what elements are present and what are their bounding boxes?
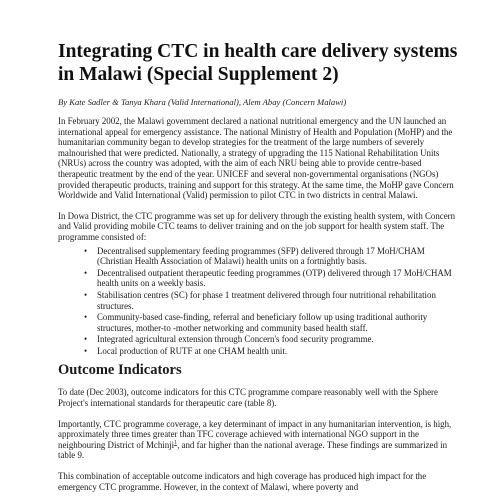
article-title: Integrating CTC in health care delivery systems in Malawi (Special Supplement 2): [58, 41, 458, 85]
bullet-icon: •: [84, 345, 88, 356]
list-item: • Decentralised supplementary feeding programmes (SFP) delivered through 17 MoH/CHAM (Christian Health Association of Malawi) health units on a fortnightly basis.: [84, 245, 425, 267]
document-page: [58, 40, 458, 502]
list-item: • Decentralised outpatient therapeutic feeding programmes (OTP) delivered through 17 MoH/CHAM health units on a weekly basis.: [84, 267, 452, 289]
bullet-icon: •: [84, 334, 88, 345]
programme-components-list: [58, 246, 458, 357]
outcome-paragraph-3: This combination of acceptable outcome indicators and high coverage has produced high impact for the emergency CTC programme. However, in the context of Malawi, where poverty and: [58, 471, 427, 492]
outcome-indicators-heading: Outcome Indicators: [58, 362, 182, 379]
bullet-icon: •: [84, 267, 88, 278]
list-item: • Integrated agricultural extension through Concern's food security programme.: [84, 334, 374, 345]
intro-paragraph: In February 2002, the Malawi government declared a national nutritional emergency and the UN launched an international appeal for emergency assistance. The national Ministry of Health and Population (MoHP) and the humanitarian community began to develop strategies for the treatment of the large numbers of severely malnourished that were predicted. Nationally, a strategy of upgrading the 115 National Rehabilitation Units (NRUs) across the country was adopted, with the aim of each NRU being able to provide centre-based therapeutic treatment by the end of the year. UNICEF and several non-governmental organisations (NGOs) provided therapeutic products, training and support for this strategy. At the same time, the MoHP gave Concern Worldwide and Valid International (Valid) permission to pilot CTC in two districts in central Malawi.: [58, 116, 454, 201]
dowa-paragraph: In Dowa District, the CTC programme was set up for delivery through the existing health system, with Concern and Valid providing mobile CTC teams to deliver training and on the job support for health system staff. The programme consisted of:: [58, 210, 456, 242]
list-item: • Stabilisation centres (SC) for phase 1 treatment delivered through four nutritional rehabilitation structures.: [84, 289, 436, 311]
bullet-icon: •: [84, 289, 88, 300]
list-item: • Local production of RUTF at one CHAM health unit.: [84, 345, 288, 356]
footnote-link[interactable]: 1: [174, 439, 178, 446]
bullet-icon: •: [84, 245, 88, 256]
list-item: • Community-based case-finding, referral and beneficiary follow up using traditional authority structures, mother-to -mother networking and community based health staff.: [84, 312, 428, 333]
article-byline: By Kate Sadler & Tanya Khara (Valid International), Alem Abay (Concern Malawi): [58, 97, 347, 107]
outcome-paragraph-1: To date (Dec 2003), outcome indicators for this CTC programme compare reasonably well with the Sphere Project's international standards for therapeutic care (table 8).: [58, 387, 438, 409]
outcome-paragraph-2: Importantly, CTC programme coverage, a key determinant of impact in any humanitarian intervention, is high, approximately three times greater than TFC coverage achieved with international NGO support in the neighbouring District of Mchinji$^1$, and far higher than the national average. These findings are summarized in table 9.: [58, 418, 452, 461]
bullet-icon: •: [84, 312, 88, 323]
